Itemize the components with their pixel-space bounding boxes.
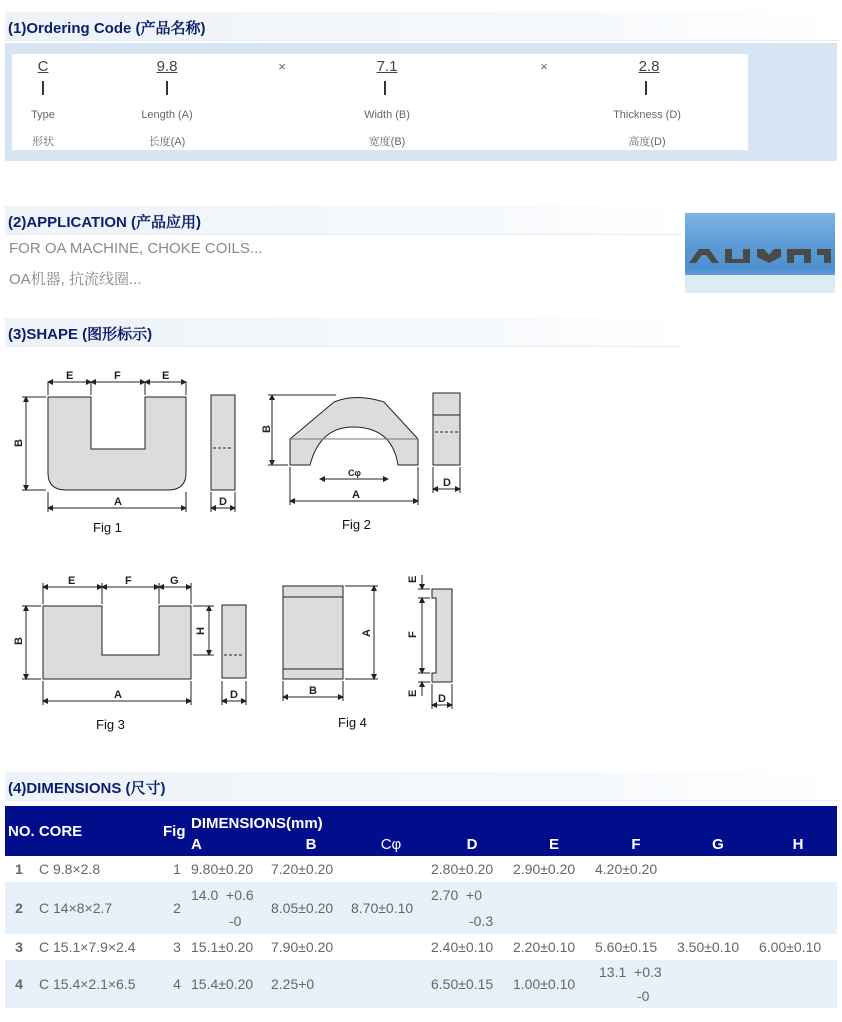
code-width-label-en: Width (B) [364,109,410,121]
header-col-a: A [191,835,202,853]
row1-e: 2.90±0.20 [513,861,576,877]
ordering-code-panel [5,43,837,161]
fig2-label-b: B [261,425,273,433]
ordering-code-header [5,12,839,41]
header-col-d: D [466,835,478,853]
header-no-core: NO. CORE [8,822,83,840]
fig2-label-a: A [352,489,360,501]
fig3-label-g: G [170,575,179,587]
row4-f-tol-plus: +0.3 [634,964,662,980]
row3-b: 7.90±0.20 [271,939,334,955]
application-title: (2)APPLICATION (产品应用) [8,214,202,231]
row4-no: 4 [15,976,23,992]
fig4-label-f: F [407,631,419,638]
brand-logo [685,213,835,293]
row3-no: 3 [15,939,23,955]
row3-a: 15.1±0.20 [191,939,254,955]
row4-a: 15.4±0.20 [191,976,254,992]
fig4-caption: Fig 4 [338,715,367,730]
header-col-h: H [792,835,804,853]
fig3-side [222,605,246,678]
row3-core: C 15.1×7.9×2.4 [39,939,136,955]
header-dimensions: DIMENSIONS(mm) [191,815,323,832]
ordering-code-title: (1)Ordering Code (产品名称) [8,20,206,37]
fig4-side [432,589,452,682]
code-type: C [37,58,49,75]
fig3-label-f: F [125,575,132,587]
code-thickness: 2.8 [638,58,660,75]
row2-no: 2 [15,900,23,916]
brand-logo-band [685,275,835,293]
fig3-label-a: A [114,689,122,701]
row4-c [351,960,431,1008]
fig2-caption: Fig 2 [342,517,371,532]
code-length-bar [166,81,168,95]
fig1-shape [48,397,186,490]
ordering-code-box [12,54,748,150]
code-length-label-en: Length (A) [141,109,193,121]
header-col-f: F [631,835,641,853]
fig4-label-a: A [361,629,373,637]
row1-f: 4.20±0.20 [595,861,658,877]
fig3-label-b: B [13,637,25,645]
shape-header [5,318,681,347]
code-type-label-en: Type [31,109,55,121]
fig2-shape [290,398,418,466]
row4-b: 2.25+0 [271,976,315,992]
row4-f [595,960,677,1008]
row2-core: C 14×8×2.7 [39,900,113,916]
row1-a: 9.80±0.20 [191,861,254,877]
fig1-label-e2: E [162,370,170,382]
fig1-label-e1: E [66,370,74,382]
shape-title: (3)SHAPE (图形标示) [8,326,153,343]
row3-h: 6.00±0.10 [759,939,822,955]
row2-d-tol-minus: -0.3 [469,913,494,929]
code-width-label-cn: 宽度(B) [368,136,406,148]
row2-e [513,882,595,934]
row1-c [351,856,431,882]
header-col-b: B [305,835,317,853]
row1-core: C 9.8×2.8 [39,861,101,877]
table-row [5,882,837,934]
fig4-label-b: B [309,685,317,697]
code-width: 7.1 [376,58,398,75]
row2-b: 8.05±0.20 [271,900,334,916]
fig3-shape [43,606,191,679]
row3-d: 2.40±0.10 [431,939,494,955]
code-length: 9.8 [156,58,178,75]
fig2-side [433,393,460,465]
row2-g [677,882,759,934]
code-length-label-cn: 长度(A) [148,136,186,148]
fig3-caption: Fig 3 [96,717,125,732]
row4-fig: 4 [173,976,181,992]
fig1-label-a: A [114,496,122,508]
fig3-label-h: H [195,627,207,635]
row2-c: 8.70±0.10 [351,900,414,916]
row2-d-tol-plus: +0 [466,887,482,903]
row4-d: 6.50±0.15 [431,976,494,992]
row1-g [677,856,759,882]
row2-a-tol-plus: +0.6 [226,887,254,903]
table-header-row-1 [5,806,837,832]
fig1-caption: Fig 1 [93,520,122,535]
row1-no: 1 [15,861,23,877]
table-row [5,960,837,1008]
row4-core: C 15.4×2.1×6.5 [39,976,136,992]
fig1-label-d: D [219,496,227,508]
dimensions-title: (4)DIMENSIONS (尺寸) [8,780,166,797]
shape-drawings [0,355,480,750]
table-row [5,934,837,960]
row1-d: 2.80±0.20 [431,861,494,877]
dimensions-header [5,772,839,801]
row1-fig: 1 [173,861,181,877]
application-line-cn: OA机器, 抗流线圈... [9,271,142,288]
code-type-bar [42,81,44,95]
application-line-en: FOR OA MACHINE, CHOKE COILS... [9,240,263,257]
row4-f-tol-minus: -0 [637,988,650,1004]
fig2-label-c: Cφ [348,468,361,478]
row2-f [595,882,677,934]
separator-1: × [278,59,286,74]
row2-a-main: 14.0 [191,887,219,903]
row2-a-tol-minus: -0 [229,913,242,929]
code-thickness-label-cn: 高度(D) [628,136,666,148]
fig4-shape [283,586,343,679]
row2-a [191,882,271,934]
fig4-label-e2: E [407,689,419,697]
fig4-label-d: D [438,693,446,705]
fig3-label-e: E [68,575,76,587]
code-width-bar [384,81,386,95]
row4-h [759,960,837,1008]
row3-g: 3.50±0.10 [677,939,740,955]
fig4-label-e1: E [407,575,419,583]
brand-logo-mark [685,213,835,275]
row3-fig: 3 [173,939,181,955]
code-thickness-label-en: Thickness (D) [613,109,681,121]
header-col-c: Cφ [380,835,402,853]
row2-h [759,882,837,934]
row1-b: 7.20±0.20 [271,861,334,877]
header-col-e: E [548,835,559,853]
application-header [5,206,681,235]
row4-g [677,960,759,1008]
row3-f: 5.60±0.15 [595,939,658,955]
separator-2: × [540,59,548,74]
fig1-label-f: F [114,370,121,382]
dimensions-table [5,806,837,1008]
fig3-label-d: D [230,689,238,701]
fig1-side [211,395,235,490]
row1-h [759,856,837,882]
row4-e: 1.00±0.10 [513,976,576,992]
row3-e: 2.20±0.10 [513,939,576,955]
fig1-label-b: B [13,439,25,447]
fig2-label-d: D [443,477,451,489]
code-thickness-bar [645,81,647,95]
code-type-label-cn: 形状 [32,136,54,148]
row3-c [351,934,431,960]
header-fig: Fig [163,822,186,840]
row2-d [431,882,513,934]
table-row [5,856,837,882]
header-col-g: G [712,835,724,853]
row4-f-main: 13.1 [599,964,627,980]
row2-fig: 2 [173,900,181,916]
row2-d-main: 2.70 [431,887,459,903]
